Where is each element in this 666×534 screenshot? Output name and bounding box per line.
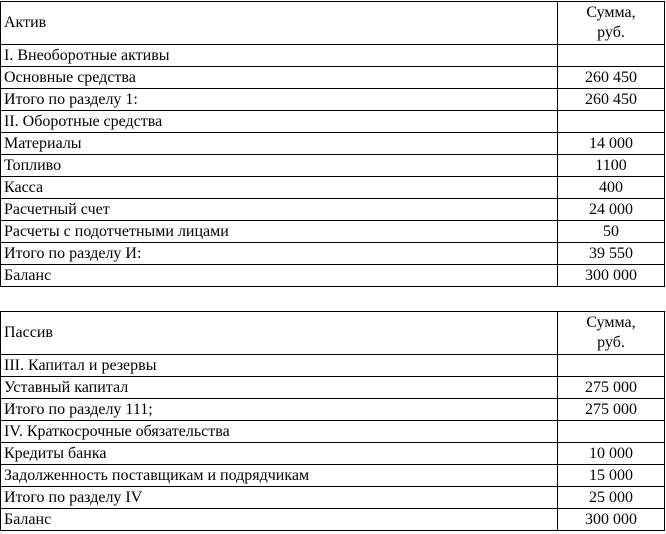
asset-row-amount: 14 000 [558, 133, 665, 155]
asset-row-amount: 260 450 [558, 89, 665, 111]
liability-row-label: Баланс [1, 509, 558, 531]
asset-row-amount: 50 [558, 221, 665, 243]
liability-row-amount [558, 421, 665, 443]
liability-row [1, 421, 665, 443]
asset-row [1, 199, 665, 221]
asset-row [1, 45, 665, 67]
liability-row-amount: 275 000 [558, 399, 665, 421]
asset-row-amount [558, 45, 665, 67]
asset-row-amount: 1100 [558, 155, 665, 177]
asset-row-label: Топливо [1, 155, 558, 177]
liability-row-amount: 25 000 [558, 487, 665, 509]
asset-table-body [1, 2, 665, 287]
asset-row-amount: 400 [558, 177, 665, 199]
liability-row [1, 487, 665, 509]
asset-row [1, 67, 665, 89]
asset-header-label: Актив [1, 2, 558, 45]
liability-table [0, 311, 665, 531]
asset-row-label: Итого по разделу 1: [1, 89, 558, 111]
liability-header-sum-line1: Сумма, [586, 314, 636, 331]
asset-row [1, 133, 665, 155]
liability-row [1, 509, 665, 531]
asset-row-amount: 24 000 [558, 199, 665, 221]
asset-row [1, 155, 665, 177]
liability-row-label: Уставный капитал [1, 377, 558, 399]
liability-row [1, 399, 665, 421]
asset-row-label: Касса [1, 177, 558, 199]
asset-row-amount: 39 550 [558, 243, 665, 265]
asset-header-sum [558, 2, 665, 45]
asset-row [1, 89, 665, 111]
asset-row [1, 243, 665, 265]
liability-row-amount [558, 355, 665, 377]
liability-header-label: Пассив [1, 312, 558, 355]
liability-row-amount: 300 000 [558, 509, 665, 531]
asset-row [1, 265, 665, 287]
liability-row [1, 465, 665, 487]
asset-row-amount: 260 450 [558, 67, 665, 89]
liability-row [1, 355, 665, 377]
asset-table [0, 1, 665, 287]
asset-row-label: Расчеты с подотчетными лицами [1, 221, 558, 243]
asset-row [1, 111, 665, 133]
liability-row-label: Задолженность поставщикам и подрядчикам [1, 465, 558, 487]
liability-table-body [1, 312, 665, 531]
liability-row-amount: 275 000 [558, 377, 665, 399]
liability-row-label: Кредиты банка [1, 443, 558, 465]
asset-header-sum-line1: Сумма, [586, 4, 636, 21]
asset-header-sum-line2: руб. [597, 24, 625, 41]
asset-row-label: Основные средства [1, 67, 558, 89]
liability-row [1, 443, 665, 465]
asset-row-label: Баланс [1, 265, 558, 287]
liability-header-row [1, 312, 665, 355]
liability-row-label: Итого по разделу IV [1, 487, 558, 509]
liability-row-amount: 15 000 [558, 465, 665, 487]
asset-row-label: Материалы [1, 133, 558, 155]
liability-row [1, 377, 665, 399]
liability-row-amount: 10 000 [558, 443, 665, 465]
asset-row-label: II. Оборотные средства [1, 111, 558, 133]
asset-row-label: Итого по разделу И: [1, 243, 558, 265]
liability-header-sum-line2: руб. [597, 334, 625, 351]
liability-row-label: IV. Краткосрочные обязательства [1, 421, 558, 443]
asset-row-label: Расчетный счет [1, 199, 558, 221]
asset-row [1, 221, 665, 243]
liability-header-sum [558, 312, 665, 355]
asset-row-amount [558, 111, 665, 133]
asset-row-label: I. Внеоборотные активы [1, 45, 558, 67]
asset-row-amount: 300 000 [558, 265, 665, 287]
liability-row-label: III. Капитал и резервы [1, 355, 558, 377]
asset-header-row [1, 2, 665, 45]
liability-row-label: Итого по разделу 111; [1, 399, 558, 421]
asset-row [1, 177, 665, 199]
